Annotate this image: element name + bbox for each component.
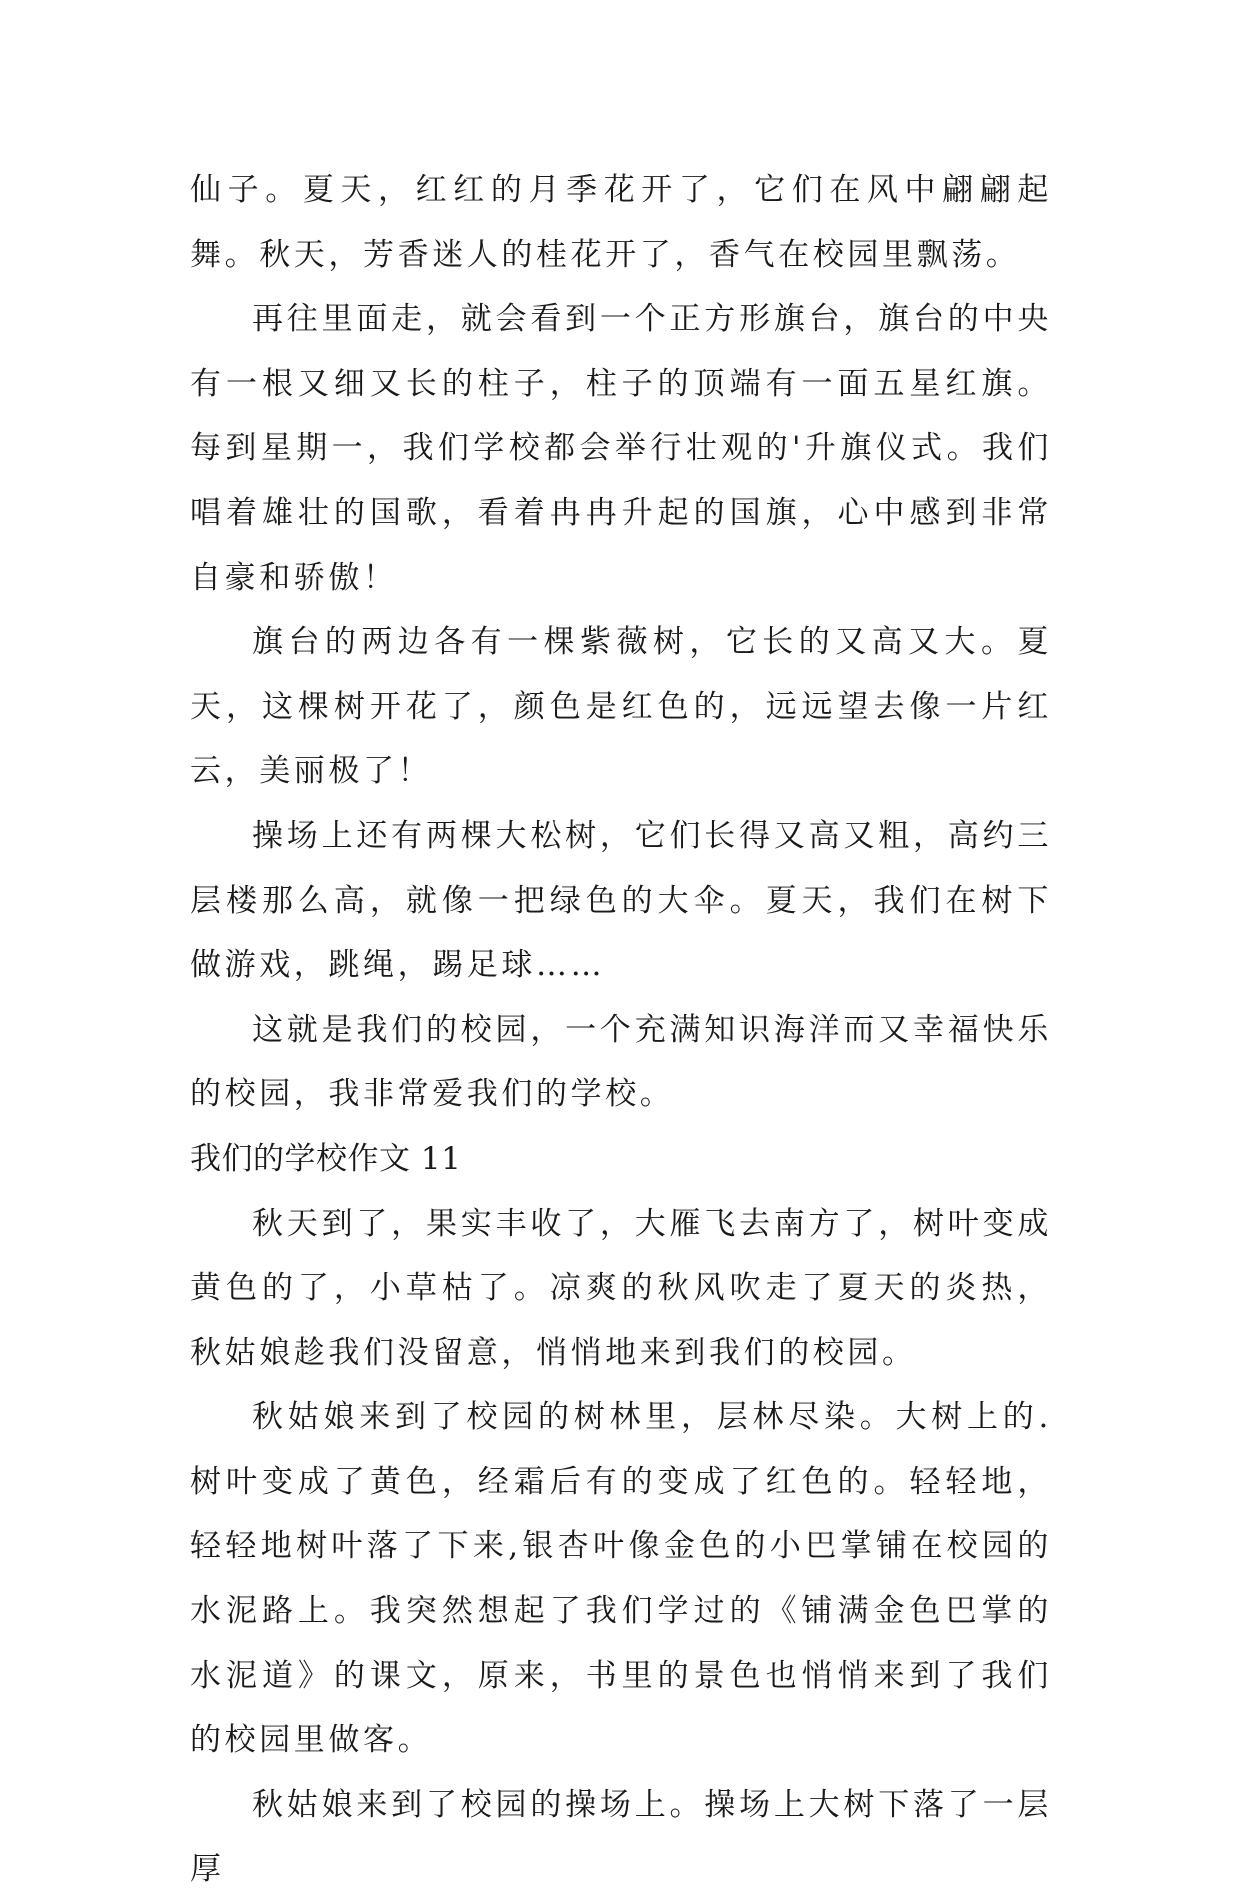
paragraph-pine-trees: 操场上还有两棵大松树，它们长得又高又粗，高约三层楼那么高，就像一把绿色的大伞。夏天，我们在树下做游戏，跳绳，踢足球…… xyxy=(190,817,1052,984)
paragraph-autumn-woods: 秋姑娘来到了校园的树林里，层林尽染。大树上的.树叶变成了黄色，经霜后有的变成了红色的。轻轻地，轻轻地树叶落了下来,银杏叶像金色的小巴掌铺在校园的水泥路上。我突然想起了我们学过的《铺满金色巴掌的水泥道》的课文，原来，书里的景色也悄悄来到了我们的校园里做客。 xyxy=(190,1399,1052,1759)
paragraph-flag-platform: 再往里面走，就会看到一个正方形旗台，旗台的中央有一根又细又长的柱子，柱子的顶端有一面五星红旗。每到星期一，我们学校都会举行壮观的'升旗仪式。我们唱着雄壮的国歌，看着冉冉升起的国旗，心中感到非常自豪和骄傲！ xyxy=(190,301,1052,596)
paragraph-autumn-arrives: 秋天到了，果实丰收了，大雁飞去南方了，树叶变成黄色的了，小草枯了。凉爽的秋风吹走了夏天的炎热，秋姑娘趁我们没留意，悄悄地来到我们的校园。 xyxy=(190,1205,1052,1371)
paragraph-continuation: 仙子。夏天，红红的月季花开了，它们在风中翩翩起舞。秋天，芳香迷人的桂花开了，香气在校园里飘荡。 xyxy=(190,172,1052,273)
section-title: 我们的学校作文 11 xyxy=(190,1140,462,1177)
paragraph-autumn-playground: 秋姑娘来到了校园的操场上。操场上大树下落了一层厚 xyxy=(190,1786,1052,1888)
paragraph-crape-myrtle: 旗台的两边各有一棵紫薇树，它长的又高又大。夏天，这棵树开花了，颜色是红色的，远远望去像一片红云，美丽极了！ xyxy=(190,624,1052,790)
document-page xyxy=(190,158,1052,1902)
paragraph-conclusion: 这就是我们的校园，一个充满知识海洋而又幸福快乐的校园，我非常爱我们的学校。 xyxy=(190,1011,1052,1113)
